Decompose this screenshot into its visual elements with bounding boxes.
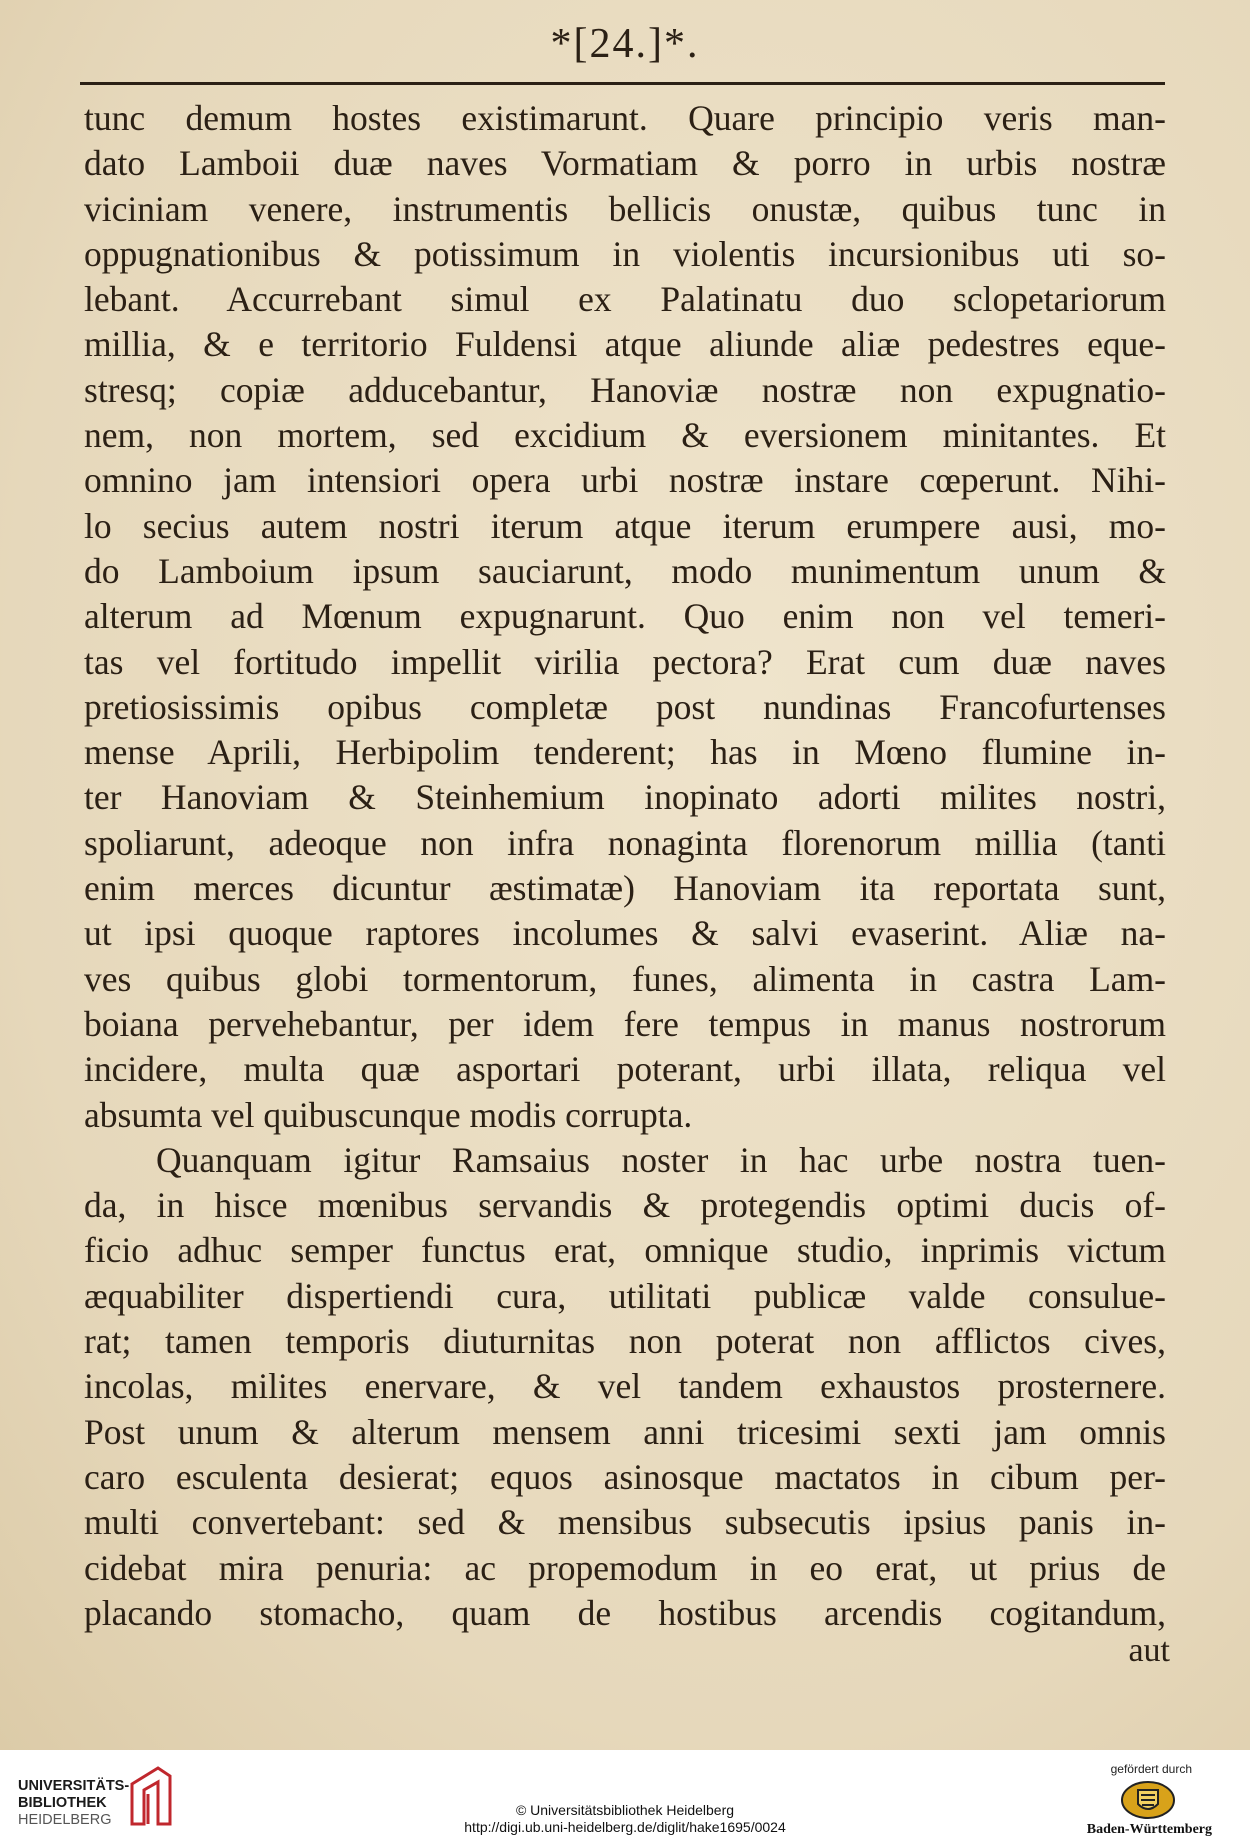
- library-name-line1: UNIVERSITÄTS-: [18, 1778, 130, 1794]
- text-line: absumta vel quibuscunque modis corrupta.: [84, 1094, 693, 1135]
- text-line: pretiosissimis opibus completæ post nundinas Francofurtenses: [84, 686, 1166, 727]
- text-line: mense Aprili, Herbipolim tenderent; has in Mœno flumine in-: [84, 732, 1166, 773]
- text-line: oppugnationibus & potissimum in violentis incursionibus uti so-: [84, 233, 1166, 274]
- text-line: ves quibus globi tormentorum, funes, alimenta in castra Lam-: [84, 958, 1166, 999]
- text-line: ut ipsi quoque raptores incolumes & salvi evaserint. Aliæ na-: [84, 913, 1166, 954]
- text-line: da, in hisce mœnibus servandis & protegendis optimi ducis of-: [84, 1185, 1166, 1226]
- text-line: omnino jam intensiori opera urbi nostræ instare cœperunt. Nihi-: [84, 460, 1166, 501]
- text-line: Post unum & alterum mensem anni tricesimi sexti jam omnis: [84, 1411, 1166, 1452]
- text-line: spoliarunt, adeoque non infra nonaginta florenorum millia (tanti: [84, 822, 1166, 863]
- baden-wuerttemberg-crest-icon[interactable]: [1120, 1780, 1176, 1820]
- text-line: boiana pervehebantur, per idem fere tempus in manus nostrorum: [84, 1003, 1166, 1044]
- text-line: millia, & e territorio Fuldensi atque aliunde aliæ pedestres eque-: [84, 324, 1166, 365]
- text-line: ficio adhuc semper functus erat, omnique studio, inprimis victum: [84, 1230, 1166, 1271]
- text-line: viciniam venere, instrumentis bellicis onustæ, quibus tunc in: [84, 188, 1166, 229]
- text-line: tas vel fortitudo impellit virilia pectora? Erat cum duæ naves: [84, 641, 1166, 682]
- text-line: ter Hanoviam & Steinhemium inopinato adorti milites nostri,: [84, 777, 1166, 818]
- page-number-header: *[24.]*.: [550, 21, 700, 67]
- text-line: do Lamboium ipsum sauciarunt, modo munimentum unum &: [84, 550, 1166, 591]
- text-line: tunc demum hostes existimarunt. Quare principio veris man-: [84, 98, 1166, 138]
- text-line: dato Lamboii duæ naves Vormatiam & porro in urbis nostræ: [84, 143, 1166, 184]
- text-line: stresq; copiæ adducebantur, Hanoviæ nostræ non expugnatio-: [84, 369, 1166, 410]
- header-rule: [80, 82, 1165, 85]
- text-line: caro esculenta desierat; equos asinosque mactatos in cibum per-: [84, 1456, 1166, 1497]
- text-line: lebant. Accurrebant simul ex Palatinatu duo sclopetariorum: [84, 279, 1166, 320]
- permalink-url[interactable]: http://digi.ub.uni-heidelberg.de/diglit/hake1695/0024: [464, 1819, 786, 1835]
- text-line: æquabiliter dispertiendi cura, utilitati publicæ valde consulue-: [84, 1275, 1166, 1316]
- text-line: nem, non mortem, sed excidium & eversionem minitantes. Et: [84, 415, 1166, 456]
- text-line: placando stomacho, quam de hostibus arcendis cogitandum,: [84, 1592, 1166, 1633]
- funded-by-label: gefördert durch: [1110, 1762, 1192, 1776]
- text-line: cidebat mira penuria: ac propemodum in eo erat, ut prius de: [84, 1547, 1166, 1588]
- funder-name: Baden-Württemberg: [1086, 1822, 1212, 1837]
- text-line: incolas, milites enervare, & vel tandem exhaustos prosternere.: [84, 1366, 1166, 1407]
- footer-bar: [0, 1750, 1250, 1842]
- text-line: enim merces dicuntur æstimatæ) Hanoviam ita reportata sunt,: [84, 868, 1166, 909]
- library-name-line3: HEIDELBERG: [18, 1812, 112, 1828]
- text-line: multi convertebant: sed & mensibus subsecutis ipsius panis in-: [84, 1502, 1166, 1543]
- library-name-line2: BIBLIOTHEK: [18, 1795, 107, 1811]
- text-line: incidere, multa quæ asportari poterant, urbi illata, reliqua vel: [84, 1049, 1166, 1090]
- text-line: alterum ad Mœnum expugnarunt. Quo enim non vel temeri-: [84, 596, 1166, 637]
- text-line: rat; tamen temporis diuturnitas non poterat non afflictos cives,: [84, 1321, 1166, 1362]
- copyright-text: © Universitätsbibliothek Heidelberg: [515, 1802, 735, 1818]
- body-text: [84, 96, 1166, 1636]
- text-line: lo secius autem nostri iterum atque iterum erumpere ausi, mo-: [84, 505, 1166, 546]
- text-line: Quanquam igitur Ramsaius noster in hac urbe nostra tuen-: [156, 1139, 1166, 1180]
- copyright-block: [0, 1802, 1250, 1836]
- catchword: aut: [1128, 1632, 1170, 1669]
